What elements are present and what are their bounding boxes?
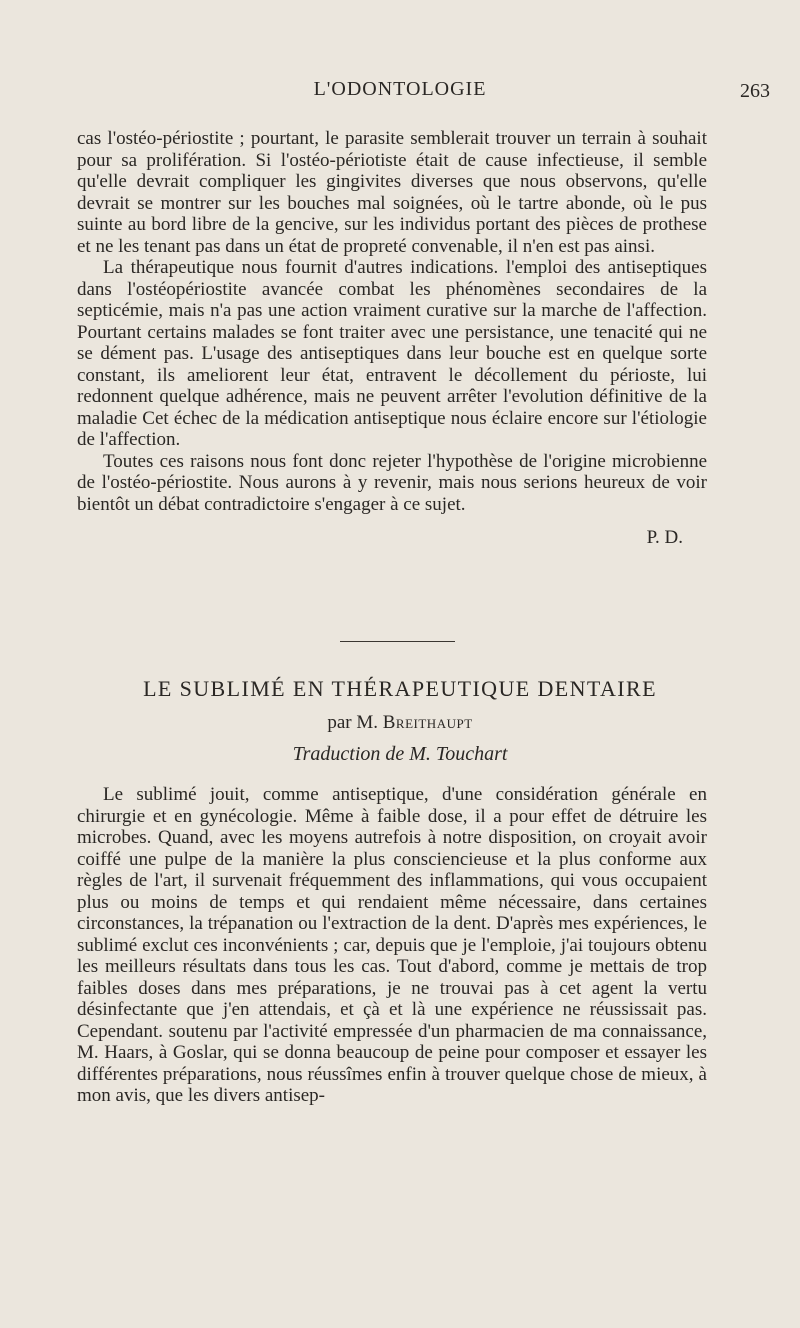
article-body xyxy=(77,784,707,1107)
article-title: LE SUBLIMÉ EN THÉRAPEUTIQUE DENTAIRE xyxy=(143,676,657,701)
paragraph: cas l'ostéo-périostite ; pourtant, le parasite semblerait trouver un terrain à souhait pour sa prolifération. Si l'ostéo-périotiste était de cause infectieuse, il semble qu'elle devrait compliquer les gingivites diverses que nous observons, qu'elle devrait se montrer sur les bouches mal soignées, où le tartre abonde, où le pus suinte au bord libre de la gencive, sur les individus portant des pièces de prothese et ne les tenant pas dans un état de propreté convenable, il n'en est pas ainsi. xyxy=(77,128,707,257)
paragraph: La thérapeutique nous fournit d'autres indications. l'emploi des antiseptiques dans l'ostéopériostite avancée combat les phénomènes secondaires de la septicémie, mais n'a pas une action vraiment curative sur la marche de l'affection. Pourtant certains malades se font traiter avec une persistance, une tenacité qui ne se dément pas. L'usage des antiseptiques dans leur bouche est en quelque sorte constant, ils ameliorent leur état, entravent le décollement du périoste, lui redonnent quelque adhérence, mais ne peuvent arrêter l'evolution définitive de la maladie Cet échec de la médication antiseptique nous éclaire encore sur l'étiologie de l'affection. xyxy=(77,257,707,450)
section-divider xyxy=(340,641,455,642)
byline xyxy=(0,712,800,734)
signature: P. D. xyxy=(646,527,683,548)
page-header xyxy=(0,78,800,108)
running-title: L'ODONTOLOGIE xyxy=(313,78,487,100)
page-number: 263 xyxy=(740,80,770,102)
paragraph: Le sublimé jouit, comme antiseptique, d'une considération générale en chirurgie et en gynécologie. Même à faible dose, il a pour effet de détruire les microbes. Quand, avec les moyens autrefois à notre disposition, on croyait avoir coiffé une pulpe de la manière la plus consciencieuse et la plus conforme aux règles de l'art, il survenait fréquemment des inflammations, qui vous occupaient plus ou moins de temps et qui rendaient même nécessaire, dans certaines circonstances, la trépanation ou l'extraction de la dent. D'après mes expériences, le sublimé exclut ces inconvénients ; car, depuis que je l'emploie, j'ai toujours obtenu les meilleurs résultats dans tous les cas. Tout d'abord, comme je mettais de trop faibles doses dans mes préparations, je ne trouvai pas à cet agent la vertu désinfectante que j'en attendais, et çà et là une expérience ne réussissait pas. Cependant. soutenu par l'activité empressée d'un pharmacien de ma connaissance, M. Haars, à Goslar, qui se donna beaucoup de peine pour composer et essayer les différentes préparations, nous réussîmes enfin à trouver quelque chose de mieux, à mon avis, que les divers antisep- xyxy=(77,784,707,1106)
previous-article-text xyxy=(77,128,707,549)
author-name: Breithaupt xyxy=(382,712,473,733)
paragraph: Toutes ces raisons nous font donc rejeter l'hypothèse de l'origine microbienne de l'ostéo-périostite. Nous aurons à y revenir, mais nous serions heureux de voir bientôt un débat contradictoire s'engager à ce sujet. xyxy=(77,450,707,515)
byline-prefix: par M. xyxy=(327,712,383,733)
translation-credit: Traduction de M. Touchart xyxy=(292,743,508,765)
